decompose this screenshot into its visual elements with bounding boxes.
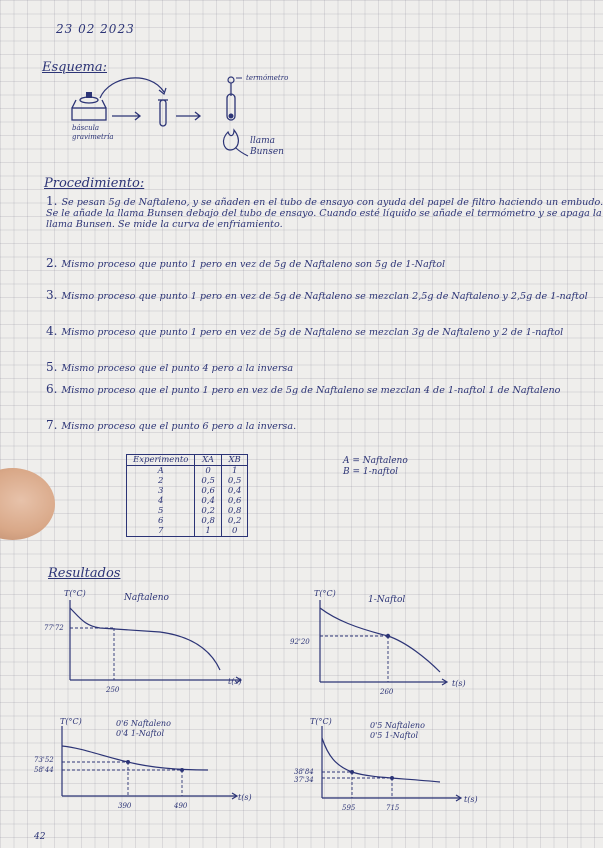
procedure-item: 2. Mismo proceso que punto 1 pero en vez de 5g de Naftaleno son 5g de 1-Naftol xyxy=(46,256,446,270)
date: 23 02 2023 xyxy=(56,22,135,36)
col-header: XA xyxy=(195,455,222,466)
scale-label: báscula gravimetría xyxy=(72,124,114,141)
table-row: 7 1 0 xyxy=(127,526,248,537)
procedure-item: 7. Mismo proceso que el punto 6 pero a la inversa. xyxy=(46,418,297,432)
y-mark: 58'44 xyxy=(34,766,54,774)
cooling-curve-naftaleno xyxy=(40,588,260,700)
curve xyxy=(62,746,208,770)
x-mark: 490 xyxy=(174,802,188,810)
procedure-item: 3. Mismo proceso que punto 1 pero en vez de 5g de Naftaleno se mezclan 2,5g de Naftaleno y 2,5g de 1-naftol xyxy=(46,288,588,302)
cooling-curve-mix-06-04 xyxy=(32,716,272,816)
x-mark: 390 xyxy=(118,802,132,810)
flame-drawing xyxy=(224,130,248,156)
table-row: 5 0,2 0,8 xyxy=(127,506,248,516)
table-row: 4 0,4 0,6 xyxy=(127,496,248,506)
x-label: t(s) xyxy=(228,677,242,686)
x-label: t(s) xyxy=(238,793,252,802)
y-label: T(°C) xyxy=(60,717,82,726)
table-row: 2 0,5 0,5 xyxy=(127,476,248,486)
curve xyxy=(322,738,440,782)
table-row: 3 0,6 0,4 xyxy=(127,486,248,496)
y-label: T(°C) xyxy=(310,717,332,726)
curve xyxy=(320,608,440,672)
col-header: Experimento xyxy=(127,455,195,466)
flame-label: llama Bunsen xyxy=(250,136,284,157)
procedure-item: 5. Mismo proceso que el punto 4 pero a la inversa xyxy=(46,360,294,374)
resultados-heading: Resultados xyxy=(48,566,121,581)
y-mark: 77'72 xyxy=(44,624,64,632)
thermometer-label: termómetro xyxy=(246,74,289,82)
y-mark: 38'84 xyxy=(294,768,314,776)
x-label: t(s) xyxy=(464,795,478,804)
table-row: 6 0,8 0,2 xyxy=(127,516,248,526)
procedimiento-heading: Procedimiento: xyxy=(44,176,145,191)
experiment-table xyxy=(126,454,248,537)
cooling-curve-mix-05-05 xyxy=(290,716,530,816)
curve xyxy=(70,608,220,670)
procedure-item: 1. Se pesan 5g de Naftaleno, y se añaden en el tubo de ensayo con ayuda del papel de filtro haciendo un embudo. Se le añade la llama Bunsen debajo del tubo de ensayo. Cuando esté líquido se añade el termómetro y se apaga la llama Bunsen. Se mide la curva de enfriamiento. xyxy=(46,194,603,230)
y-mark: 73'52 xyxy=(34,756,54,764)
procedure-item: 4. Mismo proceso que punto 1 pero en vez de 5g de Naftaleno se mezclan 3g de Naftaleno y 2 de 1-naftol xyxy=(46,324,564,338)
legend: A = Naftaleno B = 1-naftol xyxy=(343,456,408,477)
x-mark: 715 xyxy=(386,804,400,812)
table-header-row xyxy=(127,455,248,466)
y-label: T(°C) xyxy=(314,589,336,598)
esquema-heading: Esquema: xyxy=(42,60,108,75)
x-label: t(s) xyxy=(452,679,466,688)
cooling-curve-naftol xyxy=(290,588,516,700)
chart-title: Naftaleno xyxy=(124,593,169,603)
test-tube-drawing xyxy=(158,100,168,126)
page-number: 42 xyxy=(34,832,46,842)
y-mark: 37'34 xyxy=(294,776,314,784)
chart-title: 0'4 1-Naftol xyxy=(116,729,165,738)
thermometer-drawing xyxy=(227,77,242,120)
table-row: A 0 1 xyxy=(127,466,248,477)
chart-title: 0'6 Naftaleno xyxy=(116,719,171,728)
x-mark: 250 xyxy=(106,686,120,694)
chart-title: 1-Naftol xyxy=(368,595,406,605)
procedure-item: 6. Mismo proceso que el punto 1 pero en vez de 5g de Naftaleno se mezclan 4 de 1-naftol 1 de Naftaleno xyxy=(46,382,561,396)
x-mark: 260 xyxy=(380,688,394,696)
y-mark: 92'20 xyxy=(290,638,310,646)
y-label: T(°C) xyxy=(64,589,86,598)
chart-title: 0'5 Naftaleno xyxy=(370,721,425,730)
x-mark: 595 xyxy=(342,804,356,812)
chart-title: 0'5 1-Naftol xyxy=(370,731,419,740)
col-header: XB xyxy=(221,455,248,466)
